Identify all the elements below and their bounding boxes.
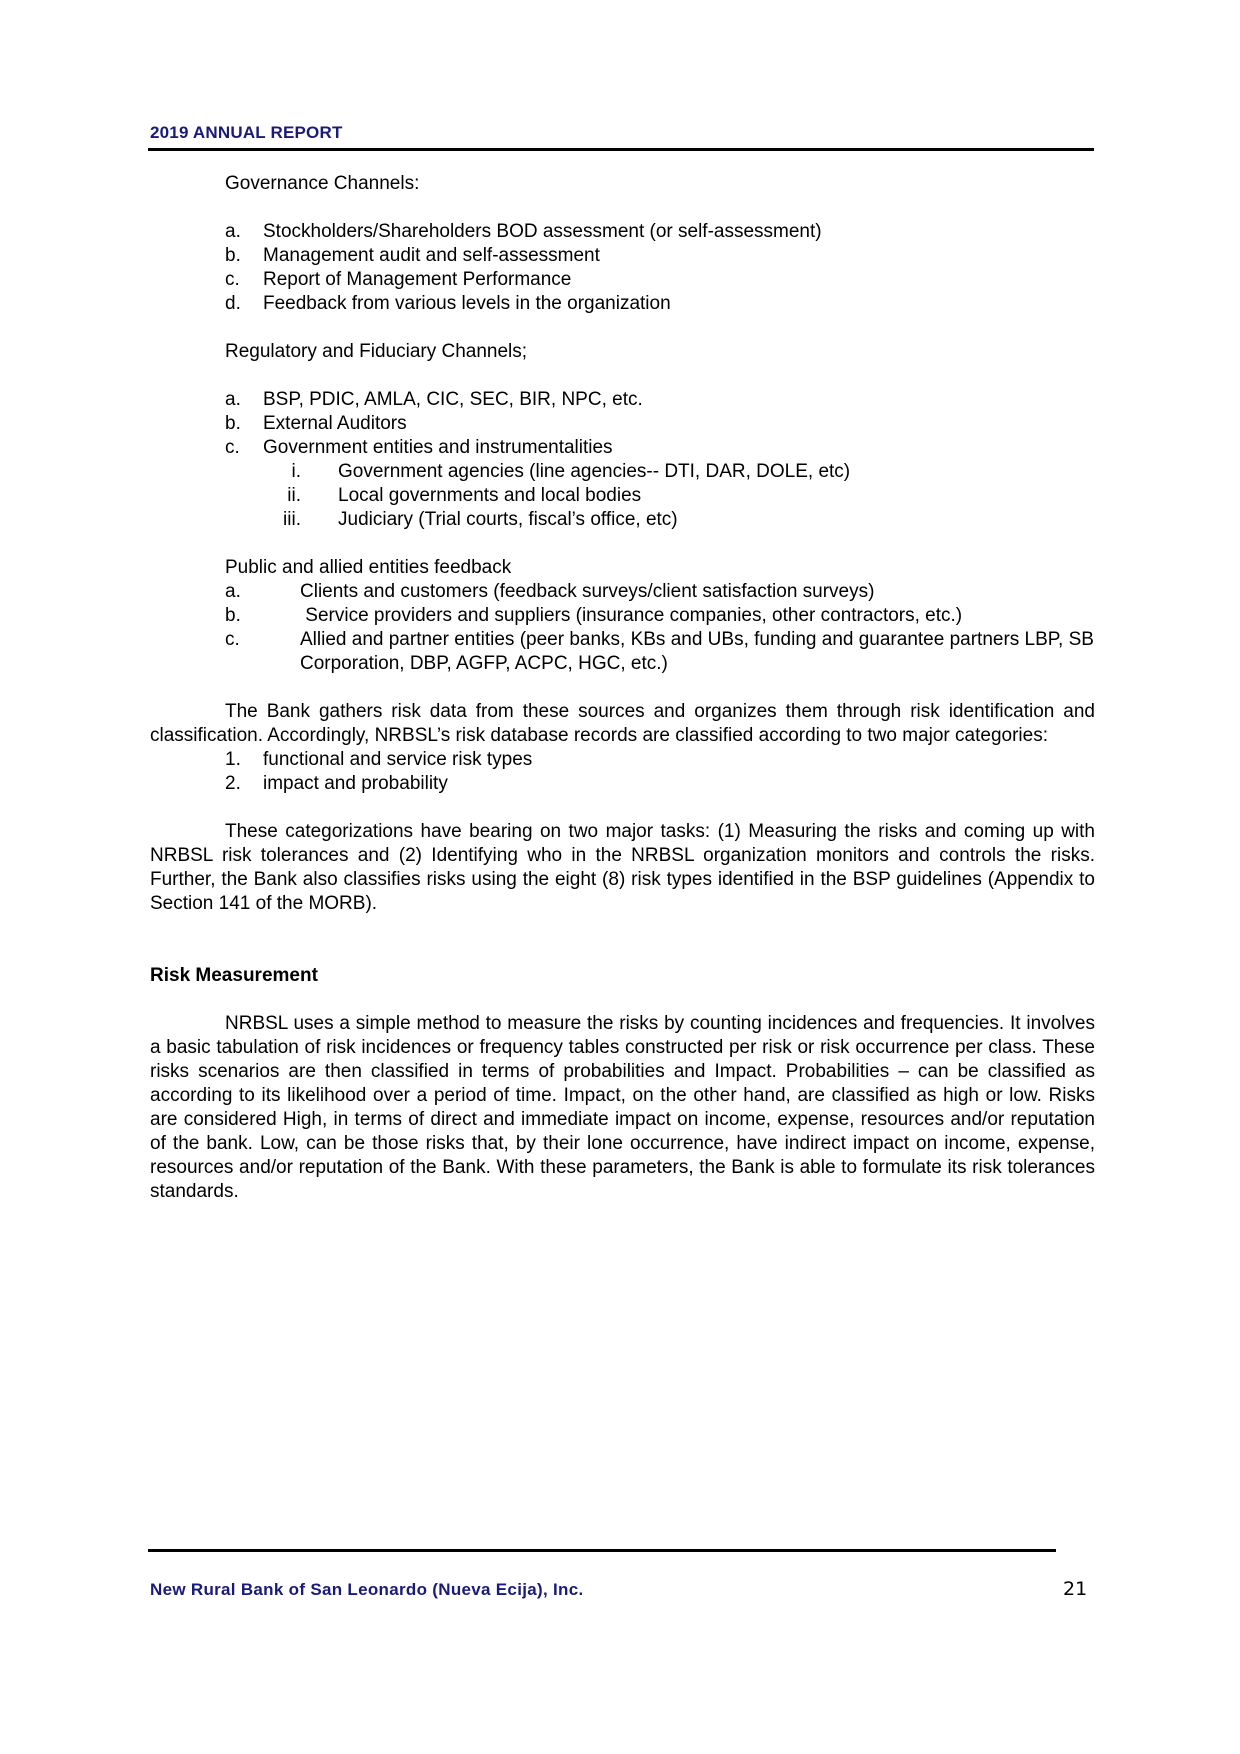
list-text: Report of Management Performance xyxy=(263,269,572,290)
list-item xyxy=(225,220,1095,244)
list-label: 1. xyxy=(225,749,241,770)
list-label: b. xyxy=(225,413,241,434)
list-label: a. xyxy=(225,389,241,410)
list-item xyxy=(150,748,1095,772)
list-item xyxy=(225,580,1095,604)
sub-list-item xyxy=(150,484,1095,508)
header-divider xyxy=(148,148,1094,151)
list-text: impact and probability xyxy=(263,773,448,794)
list-item xyxy=(225,628,1095,676)
list-text: Management audit and self-assessment xyxy=(263,245,600,266)
list-label: 2. xyxy=(225,773,241,794)
report-header-title: 2019 ANNUAL REPORT xyxy=(150,123,343,142)
list-label: c. xyxy=(225,437,240,458)
list-text: Service providers and suppliers (insurance companies, other contractors, etc.) xyxy=(300,605,963,626)
list-text: Government entities and instrumentalities xyxy=(263,437,613,458)
list-text: Clients and customers (feedback surveys/client satisfaction surveys) xyxy=(300,581,875,602)
public-title: Public and allied entities feedback xyxy=(225,557,512,578)
sub-list-item xyxy=(150,508,1095,532)
page-body xyxy=(150,172,1095,1204)
list-label: c. xyxy=(225,269,240,290)
list-label: b. xyxy=(225,245,241,266)
list-item xyxy=(225,244,1095,268)
list-item xyxy=(225,604,1095,628)
sub-list-label: ii. xyxy=(287,485,301,506)
list-item xyxy=(225,412,1095,436)
list-text: functional and service risk types xyxy=(263,749,533,770)
paragraph-risk-data: The Bank gathers risk data from these sources and organizes them through risk identification and classification. Accordingly, NRBSL’s risk database records are classified according to two major categories: xyxy=(150,701,1095,746)
list-text: BSP, PDIC, AMLA, CIC, SEC, BIR, NPC, etc. xyxy=(263,389,643,410)
list-label: b. xyxy=(225,605,241,626)
sub-list-item xyxy=(150,460,1095,484)
sub-list-text: Government agencies (line agencies-- DTI, DAR, DOLE, etc) xyxy=(338,461,851,482)
list-item xyxy=(225,436,1095,460)
list-text: Feedback from various levels in the organization xyxy=(263,293,671,314)
list-label: c. xyxy=(225,629,240,650)
list-label: a. xyxy=(225,581,241,602)
list-text: Stockholders/Shareholders BOD assessment (or self-assessment) xyxy=(263,221,822,242)
sub-list-label: i. xyxy=(291,461,301,482)
list-item xyxy=(225,292,1095,316)
page-number: 21 xyxy=(1063,1578,1088,1600)
sub-list-label: iii. xyxy=(283,509,301,530)
list-text: Allied and partner entities (peer banks, KBs and UBs, funding and guarantee partners LBP, SB Corporation, DBP, AGFP, ACPC, HGC, etc.) xyxy=(300,629,1094,674)
regulatory-title: Regulatory and Fiduciary Channels; xyxy=(225,341,528,362)
public-section xyxy=(150,556,1095,676)
governance-title: Governance Channels: xyxy=(225,173,420,194)
sub-list-text: Judiciary (Trial courts, fiscal’s office, etc) xyxy=(338,509,678,530)
list-item xyxy=(150,772,1095,796)
footer-organization: New Rural Bank of San Leonardo (Nueva Ecija), Inc. xyxy=(150,1580,584,1599)
list-item xyxy=(225,268,1095,292)
list-text: External Auditors xyxy=(263,413,407,434)
governance-section xyxy=(150,172,1095,460)
footer-divider xyxy=(148,1549,1056,1552)
section-heading-risk-measurement: Risk Measurement xyxy=(150,965,318,986)
list-label: a. xyxy=(225,221,241,242)
paragraph-risk-measurement: NRBSL uses a simple method to measure the risks by counting incidences and frequencies. It involves a basic tabulation of risk incidences or frequency tables constructed per risk or risk occurrence per class. These risks scenarios are then classified in terms of probabilities and Impact. Probabilities – can be classified as according to its likelihood over a period of time. Impact, on the other hand, are classified as high or low. Risks are considered High, in terms of direct and immediate impact on income, expense, resources and/or reputation of the bank. Low, can be those risks that, by their lone occurrence, have indirect impact on income, expense, resources and/or reputation of the Bank. With these parameters, the Bank is able to formulate its risk tolerances standards. xyxy=(150,1013,1095,1202)
list-label: d. xyxy=(225,293,241,314)
paragraph-tasks: These categorizations have bearing on two major tasks: (1) Measuring the risks and coming up with NRBSL risk tolerances and (2) Identifying who in the NRBSL organization monitors and controls the risks. Further, the Bank also classifies risks using the eight (8) risk types identified in the BSP guidelines (Appendix to Section 141 of the MORB). xyxy=(150,821,1095,914)
sub-list-text: Local governments and local bodies xyxy=(338,485,642,506)
list-item xyxy=(225,388,1095,412)
